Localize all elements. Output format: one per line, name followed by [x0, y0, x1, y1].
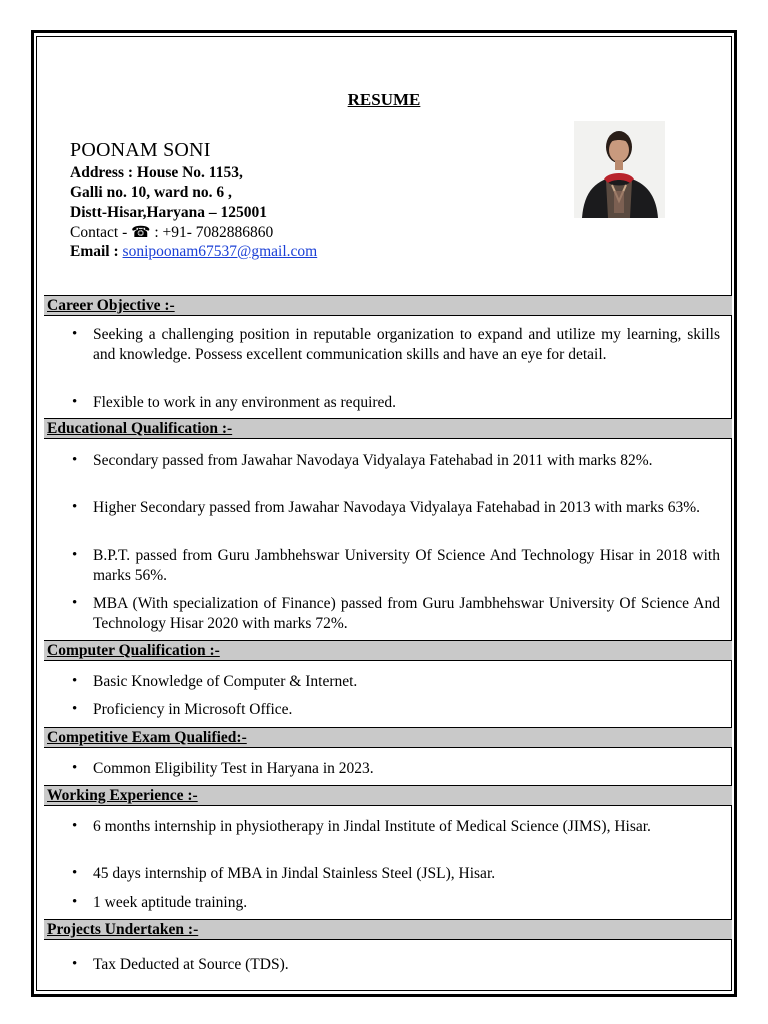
- list-item: Basic Knowledge of Computer & Internet.: [93, 673, 358, 690]
- education-heading: Educational Qualification :-: [47, 420, 233, 437]
- experience-heading: Working Experience :-: [47, 787, 198, 804]
- bullet-icon: •: [72, 701, 78, 717]
- bullet-icon: •: [72, 818, 78, 834]
- list-item: B.P.T. passed from Guru Jambhehswar University Of Science And Technology Hisar in 2018 with marks 56%.: [93, 547, 720, 584]
- bullet-icon: •: [72, 956, 78, 972]
- candidate-name: POONAM SONI: [70, 139, 211, 161]
- bullet-icon: •: [72, 894, 78, 910]
- bullet-icon: •: [72, 547, 78, 563]
- bullet-icon: •: [72, 595, 78, 611]
- exam-heading: Competitive Exam Qualified:-: [47, 729, 247, 746]
- career-objective-heading: Career Objective :-: [47, 297, 175, 314]
- list-item: Proficiency in Microsoft Office.: [93, 701, 293, 718]
- bullet-icon: •: [72, 673, 78, 689]
- bullet-icon: •: [72, 394, 78, 410]
- list-item: 1 week aptitude training.: [93, 894, 248, 911]
- list-item: Flexible to work in any environment as required.: [93, 394, 397, 411]
- projects-heading: Projects Undertaken :-: [47, 921, 199, 938]
- bullet-icon: •: [72, 452, 78, 468]
- profile-photo: [574, 121, 665, 218]
- computer-heading: Computer Qualification :-: [47, 642, 220, 659]
- list-item: Secondary passed from Jawahar Navodaya Vidyalaya Fatehabad in 2011 with marks 82%.: [93, 452, 653, 469]
- section-header-exam: [44, 727, 732, 748]
- bullet-icon: •: [72, 499, 78, 515]
- section-header-computer: [44, 640, 732, 661]
- contact-value: : +91- 7082886860: [154, 224, 274, 241]
- email-link[interactable]: sonipoonam67537@gmail.com: [122, 243, 318, 260]
- section-header-education: [44, 418, 732, 439]
- list-item: Tax Deducted at Source (TDS).: [93, 956, 289, 973]
- list-item: Common Eligibility Test in Haryana in 2023.: [93, 760, 374, 777]
- list-item: Higher Secondary passed from Jawahar Navodaya Vidyalaya Fatehabad in 2013 with marks 63%.: [93, 499, 700, 516]
- bullet-icon: •: [72, 326, 78, 342]
- email-line: [70, 243, 317, 261]
- phone-icon: ☎: [131, 224, 151, 241]
- list-item: MBA (With specialization of Finance) passed from Guru Jambhehswar University Of Science And Technology Hisar 2020 with marks 72%.: [93, 595, 720, 632]
- email-label: Email :: [70, 243, 119, 260]
- list-item: Seeking a challenging position in reputable organization to expand and utilize my learning, skills and knowledge. Possess excellent communication skills and have an eye for detail.: [93, 326, 720, 363]
- bullet-icon: •: [72, 760, 78, 776]
- address-line-3: Distt-Hisar,Haryana – 125001: [70, 204, 268, 221]
- contact-line: [70, 223, 273, 242]
- section-header-projects: [44, 919, 732, 940]
- contact-label: Contact -: [70, 224, 128, 241]
- bullet-icon: •: [72, 865, 78, 881]
- list-item: 6 months internship in physiotherapy in Jindal Institute of Medical Science (JIMS), Hisar.: [93, 818, 651, 835]
- section-header-career-objective: [44, 295, 732, 316]
- section-header-experience: [44, 785, 732, 806]
- document-title: RESUME: [347, 90, 421, 109]
- address-line-1: Address : House No. 1153,: [70, 164, 243, 181]
- list-item: 45 days internship of MBA in Jindal Stainless Steel (JSL), Hisar.: [93, 865, 496, 882]
- address-line-2: Galli no. 10, ward no. 6 ,: [70, 184, 232, 201]
